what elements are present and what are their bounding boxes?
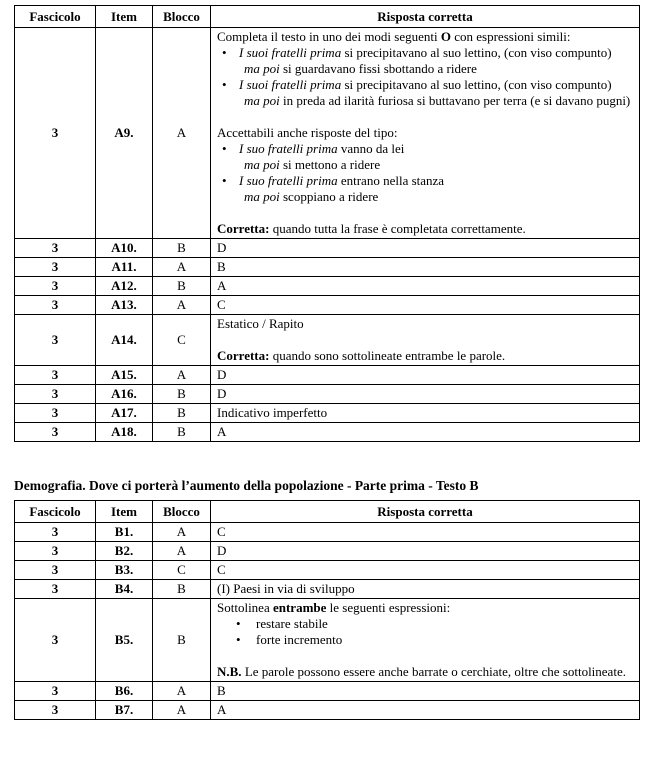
item-cell: A15. [96,366,153,385]
risposta-cell [211,599,640,682]
answer-line [217,297,635,313]
risposta-cell [211,561,640,580]
answer-line [217,348,635,364]
risposta-cell [211,404,640,423]
bullet-icon: • [236,616,241,631]
blocco-cell: B [153,404,211,423]
text-run: C [217,562,226,577]
answer-line [217,424,635,440]
risposta-cell [211,682,640,701]
bullet-icon: • [222,45,227,60]
risposta-cell [211,385,640,404]
table-row [15,423,640,442]
answer-line [217,683,635,699]
answer-line [217,189,635,205]
fascicolo-cell: 3 [15,561,96,580]
text-run: ma poi [244,157,280,172]
table-row [15,296,640,315]
column-header: Item [96,501,153,523]
text-run: quando tutta la frase è completata correttamente. [269,221,526,236]
text-run: forte incremento [256,632,343,647]
risposta-cell [211,296,640,315]
text-run: si precipitavano al suo lettino, (con viso compunto) [341,77,612,92]
text-run: Indicativo imperfetto [217,405,328,420]
text-run: vanno da lei [337,141,405,156]
bullet-line [217,616,635,632]
text-run: ma poi [244,93,280,108]
table-row [15,239,640,258]
bullet-text [256,632,635,648]
item-cell: B1. [96,523,153,542]
text-run: Estatico / Rapito [217,316,304,331]
text-run: Sottolinea [217,600,273,615]
text-run: (I) Paesi in via di sviluppo [217,581,355,596]
blocco-cell: B [153,423,211,442]
fascicolo-cell: 3 [15,580,96,599]
bullet-icon: • [222,77,227,92]
fascicolo-cell: 3 [15,366,96,385]
bullet-text [239,77,635,93]
answer-line [217,157,635,173]
blocco-cell: B [153,277,211,296]
text-run: entrambe [272,600,327,615]
fascicolo-cell: 3 [15,239,96,258]
table-row [15,542,640,561]
text-run: quando sono sottolineate entrambe le parole. [269,348,506,363]
bullet-text [239,141,635,157]
item-cell: A10. [96,239,153,258]
text-run: B [217,683,226,698]
answer-line [217,367,635,383]
item-cell: A9. [96,28,153,239]
text-run: con espressioni simili: [451,29,571,44]
table-row [15,366,640,385]
answer-line [217,562,635,578]
item-cell: A16. [96,385,153,404]
item-cell: B5. [96,599,153,682]
fascicolo-cell: 3 [15,28,96,239]
column-header: Item [96,6,153,28]
bullet-text [256,616,635,632]
blocco-cell: A [153,296,211,315]
text-run: C [217,297,226,312]
table-row [15,682,640,701]
answer-line [217,61,635,77]
answer-line [217,664,635,680]
answer-table-testo-a [14,5,640,442]
text-run: I suo fratelli prima [239,141,338,156]
table-body [15,523,640,720]
item-cell: B4. [96,580,153,599]
section-heading: Demografia. Dove ci porterà l’aumento della popolazione - Parte prima - Testo B [14,478,479,493]
fascicolo-cell: 3 [15,423,96,442]
table-row [15,404,640,423]
bullet-text [239,45,635,61]
text-run: restare stabile [256,616,328,631]
blocco-cell: A [153,366,211,385]
table-head [15,6,640,28]
fascicolo-cell: 3 [15,258,96,277]
answer-line [217,316,635,332]
text-run: Corretta: [217,221,270,236]
blocco-cell: B [153,580,211,599]
table-body [15,28,640,442]
table-row [15,561,640,580]
text-run: si guardavano fissi sbottando a ridere [279,61,477,76]
text-run: I suoi fratelli prima [239,45,342,60]
text-run: Completa il testo in uno dei modi seguenti [217,29,441,44]
table-row [15,277,640,296]
text-run: D [217,367,227,382]
answer-line [217,93,635,109]
bullet-line [217,45,635,61]
bullet-line [217,141,635,157]
column-header: Fascicolo [15,6,96,28]
text-run: I suoi fratelli prima [239,77,342,92]
text-run: D [217,543,227,558]
item-cell: A18. [96,423,153,442]
risposta-cell [211,239,640,258]
text-run: ma poi [244,189,280,204]
item-cell: A14. [96,315,153,366]
fascicolo-cell: 3 [15,701,96,720]
answer-line [217,702,635,718]
answer-table-testo-b [14,500,640,720]
bullet-icon: • [236,632,241,647]
answer-line [217,278,635,294]
risposta-cell [211,366,640,385]
column-header: Blocco [153,6,211,28]
table-row [15,315,640,366]
blocco-cell: A [153,701,211,720]
item-cell: A17. [96,404,153,423]
fascicolo-cell: 3 [15,523,96,542]
line-spacer [217,205,635,221]
blocco-cell: B [153,385,211,404]
fascicolo-cell: 3 [15,542,96,561]
risposta-cell [211,542,640,561]
answer-line [217,405,635,421]
text-run: le seguenti espressioni: [326,600,451,615]
fascicolo-cell: 3 [15,385,96,404]
table-head [15,501,640,523]
answer-line [217,524,635,540]
column-header: Risposta corretta [211,501,640,523]
table-row [15,28,640,239]
answer-line [217,259,635,275]
item-cell: A11. [96,258,153,277]
answer-line [217,29,635,45]
risposta-cell [211,315,640,366]
item-cell: B2. [96,542,153,561]
blocco-cell: A [153,258,211,277]
column-header: Fascicolo [15,501,96,523]
text-run: A [217,278,227,293]
text-run: O [440,29,451,44]
answer-line [217,600,635,616]
fascicolo-cell: 3 [15,404,96,423]
table-row [15,580,640,599]
text-run: D [217,386,227,401]
text-run: I suo fratelli prima [239,173,338,188]
fascicolo-cell: 3 [15,315,96,366]
answer-line [217,543,635,559]
line-spacer [217,332,635,348]
text-run: si mettono a ridere [279,157,381,172]
answer-line [217,240,635,256]
column-header: Risposta corretta [211,6,640,28]
text-run: Accettabili anche risposte del tipo: [217,125,398,140]
text-run: B [217,259,226,274]
fascicolo-cell: 3 [15,277,96,296]
text-run: in preda ad ilarità furiosa si buttavano per terra (e si davano pugni) [279,93,631,108]
bullet-line [217,173,635,189]
risposta-cell [211,580,640,599]
bullet-line [217,632,635,648]
text-run: si precipitavano al suo lettino, (con viso compunto) [341,45,612,60]
bullet-line [217,77,635,93]
table-row [15,385,640,404]
item-cell: B6. [96,682,153,701]
answer-line [217,581,635,597]
bullet-icon: • [222,173,227,188]
text-run: C [217,524,226,539]
text-run: Le parole possono essere anche barrate o cerchiate, oltre che sottolineate. [241,664,626,679]
table-row [15,523,640,542]
text-run: ma poi [244,61,280,76]
risposta-cell [211,258,640,277]
blocco-cell: A [153,682,211,701]
text-run: A [217,424,227,439]
blocco-cell: A [153,542,211,561]
table-row [15,701,640,720]
table-row [15,258,640,277]
fascicolo-cell: 3 [15,682,96,701]
item-cell: A12. [96,277,153,296]
text-run: Corretta: [217,348,270,363]
risposta-cell [211,523,640,542]
text-run: entrano nella stanza [337,173,445,188]
column-header: Blocco [153,501,211,523]
bullet-icon: • [222,141,227,156]
item-cell: A13. [96,296,153,315]
fascicolo-cell: 3 [15,296,96,315]
fascicolo-cell: 3 [15,599,96,682]
text-run: A [217,702,227,717]
blocco-cell: B [153,239,211,258]
header-row [15,501,640,523]
blocco-cell: A [153,523,211,542]
text-run: scoppiano a ridere [279,189,379,204]
blocco-cell: B [153,599,211,682]
blocco-cell: C [153,315,211,366]
text-run: D [217,240,227,255]
answer-line [217,125,635,141]
blocco-cell: A [153,28,211,239]
text-run: N.B. [217,664,242,679]
header-row [15,6,640,28]
answer-line [217,386,635,402]
risposta-cell [211,28,640,239]
table-row [15,599,640,682]
line-spacer [217,109,635,125]
item-cell: B7. [96,701,153,720]
risposta-cell [211,423,640,442]
line-spacer [217,648,635,664]
answer-line [217,221,635,237]
item-cell: B3. [96,561,153,580]
bullet-text [239,173,635,189]
risposta-cell [211,701,640,720]
risposta-cell [211,277,640,296]
blocco-cell: C [153,561,211,580]
